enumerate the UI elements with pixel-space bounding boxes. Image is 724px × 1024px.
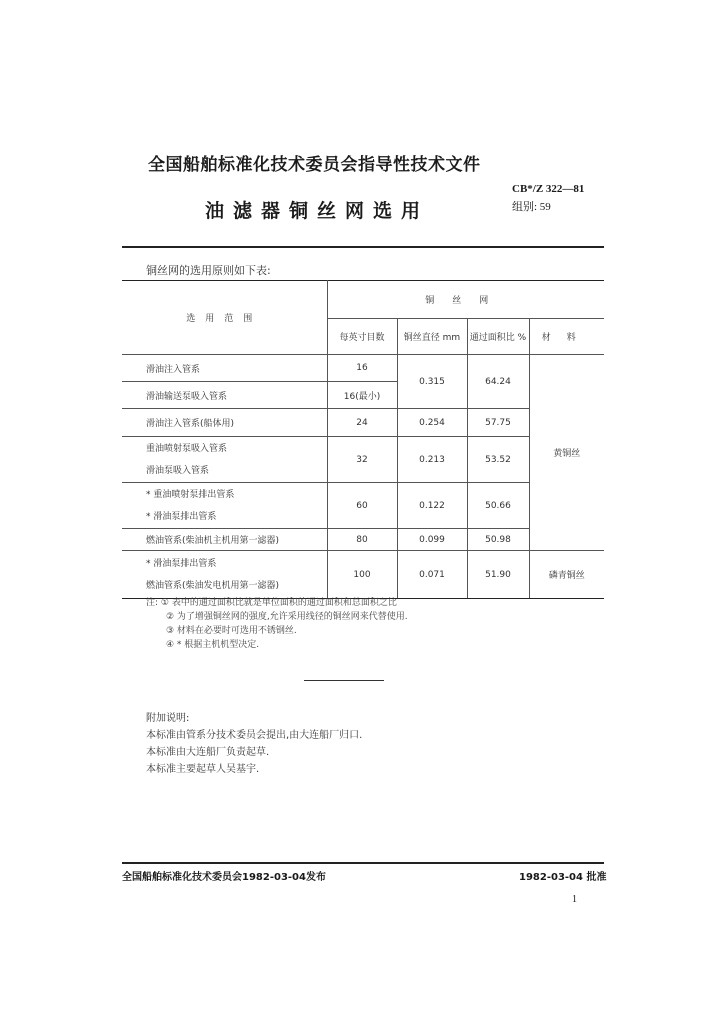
row-open-area: 50.66 [467, 483, 529, 529]
row-mesh-count: 80 [327, 529, 397, 551]
row-application: 滑油注入管系 [122, 355, 327, 382]
document-title: 油滤器铜丝网选用 [205, 200, 430, 222]
note-1: 注: ① 表中的通过面积比就是单位面积的通过面积和总面积之比 [146, 598, 397, 608]
row-application: * 滑油泵排出管系 燃油管系(柴油发电机用第一滤器) [122, 551, 327, 599]
intro-text: 铜丝网的选用原则如下表: [146, 264, 271, 277]
selection-table [122, 280, 604, 599]
row-wire-diameter: 0.099 [397, 529, 467, 551]
section-divider [304, 680, 384, 681]
publisher-line: 全国船舶标准化技术委员会1982-03-04发布 [122, 872, 326, 883]
footer-rule [122, 862, 604, 864]
additional-notes [146, 710, 362, 778]
page-number: 1 [572, 894, 577, 905]
note-2: ② 为了增强铜丝网的强度,允许采用线径的铜丝网来代替使用. [166, 612, 408, 622]
header-copper-mesh: 铜丝网 [327, 281, 604, 319]
table-row [122, 551, 604, 599]
top-rule [122, 246, 604, 248]
row-application: 滑油输送泵吸入管系 [122, 382, 327, 409]
note-4: ④ * 根据主机机型决定. [166, 640, 260, 650]
org-title: 全国船舶标准化技术委员会指导性技术文件 [148, 155, 481, 175]
row-mesh-count: 32 [327, 437, 397, 483]
row-mesh-count: 60 [327, 483, 397, 529]
row-wire-diameter: 0.071 [397, 551, 467, 599]
header-wire-diameter: 铜丝直径 mm [397, 319, 467, 355]
header-material: 材料 [529, 319, 604, 355]
row-wire-diameter: 0.213 [397, 437, 467, 483]
row-open-area: 64.24 [467, 355, 529, 409]
row-open-area: 57.75 [467, 409, 529, 437]
row-mesh-count: 100 [327, 551, 397, 599]
row-open-area: 50.98 [467, 529, 529, 551]
row-mesh-count: 16(最小) [327, 382, 397, 409]
header-mesh-count: 每英寸目数 [327, 319, 397, 355]
additional-line: 本标准主要起草人吴基宇. [146, 764, 260, 775]
row-mesh-count: 16 [327, 355, 397, 382]
material-phosphor-bronze: 磷青铜丝 [529, 551, 604, 599]
material-brass: 黄铜丝 [529, 355, 604, 551]
additional-line: 本标准由管系分技术委员会提出,由大连船厂归口. [146, 730, 363, 741]
row-wire-diameter: 0.254 [397, 409, 467, 437]
header-selection-range: 选用范围 [122, 281, 327, 355]
row-application: 滑油注入管系(船体用) [122, 409, 327, 437]
row-wire-diameter: 0.122 [397, 483, 467, 529]
row-mesh-count: 24 [327, 409, 397, 437]
row-application: 重油喷射泵吸入管系 滑油泵吸入管系 [122, 437, 327, 483]
table-notes [146, 596, 408, 652]
additional-line: 本标准由大连船厂负责起草. [146, 747, 270, 758]
header-open-area: 通过面积比 % [467, 319, 529, 355]
additional-heading: 附加说明: [146, 713, 190, 724]
row-application: 燃油管系(柴油机主机用第一滤器) [122, 529, 327, 551]
row-open-area: 53.52 [467, 437, 529, 483]
approval-date: 1982-03-04 批准 [519, 872, 607, 883]
group-number: 组别: 59 [512, 201, 551, 213]
note-3: ③ 材料在必要时可选用不锈钢丝. [166, 626, 297, 636]
row-open-area: 51.90 [467, 551, 529, 599]
row-application: * 重油喷射泵排出管系 * 滑油泵排出管系 [122, 483, 327, 529]
document-code: CB*/Z 322—81 [512, 183, 585, 195]
row-wire-diameter: 0.315 [397, 355, 467, 409]
table-row [122, 355, 604, 382]
